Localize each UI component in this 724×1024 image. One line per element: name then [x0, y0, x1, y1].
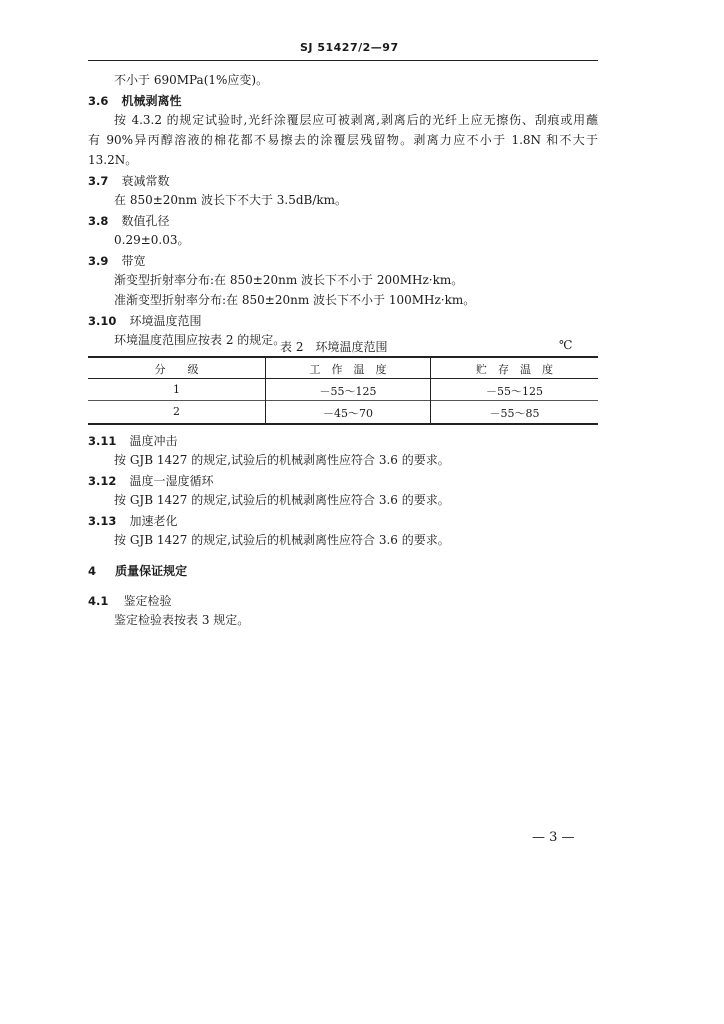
- table-bottom-rule: [88, 423, 598, 425]
- section-4-1-text: 鉴定检验表按表 3 规定。: [114, 613, 250, 627]
- table-header-grade: 分 级: [154, 363, 199, 376]
- section-3-7-heading: [88, 170, 169, 189]
- section-number: 3.6: [88, 94, 109, 108]
- section-4-heading: [88, 560, 187, 579]
- page-number: — 3 —: [532, 830, 575, 845]
- section-title: 温度一湿度循环: [129, 474, 214, 488]
- section-number: 4: [88, 564, 97, 578]
- table-cell: －55～85: [489, 407, 540, 420]
- section-3-11-text: 按 GJB 1427 的规定,试验后的机械剥离性应符合 3.6 的要求。: [114, 453, 450, 467]
- section-3-9-text-2: 准渐变型折射率分布:在 850±20nm 波长下不小于 100MHz·km。: [114, 293, 476, 307]
- header-rule: [88, 60, 598, 61]
- section-3-7-text: 在 850±20nm 波长下不大于 3.5dB/km。: [114, 193, 348, 207]
- section-title: 加速老化: [129, 514, 178, 528]
- section-3-6-line-3: 13.2N。: [88, 153, 138, 167]
- section-3-6-line-2: 有 90%异丙醇溶液的棉花都不易擦去的涂覆层残留物。剥离力应不小于 1.8N 和不大于: [88, 133, 598, 147]
- section-3-8-heading: [88, 210, 169, 229]
- table-cell: －55～125: [486, 385, 543, 398]
- section-number: 3.11: [88, 434, 117, 448]
- section-4-1-heading: [88, 590, 171, 609]
- section-3-9-heading: [88, 250, 145, 269]
- section-3-6-heading: [88, 90, 181, 109]
- section-title: 温度冲击: [129, 434, 178, 448]
- section-number: 3.12: [88, 474, 117, 488]
- section-number: 3.8: [88, 214, 109, 228]
- section-3-9-text-1: 渐变型折射率分布:在 850±20nm 波长下不小于 200MHz·km。: [114, 273, 464, 287]
- table-header-storage: 贮 存 温 度: [476, 363, 553, 376]
- section-3-10-heading: [88, 310, 201, 329]
- table-caption: 表 2 环境温度范围: [280, 340, 388, 354]
- section-number: 3.9: [88, 254, 109, 268]
- table-unit: ℃: [559, 338, 573, 352]
- table-cell: －45～70: [323, 407, 373, 420]
- table-cell: －55～125: [319, 385, 377, 398]
- section-3-12-text: 按 GJB 1427 的规定,试验后的机械剥离性应符合 3.6 的要求。: [114, 493, 450, 507]
- table-cell: 2: [173, 405, 180, 418]
- table-header-rule: [88, 378, 598, 379]
- section-number: 3.10: [88, 314, 117, 328]
- section-3-13-text: 按 GJB 1427 的规定,试验后的机械剥离性应符合 3.6 的要求。: [114, 533, 450, 547]
- table-top-rule: [88, 356, 598, 358]
- section-3-12-heading: [88, 470, 213, 489]
- section-number: 3.13: [88, 514, 117, 528]
- table-header-operating: 工 作 温 度: [309, 363, 387, 376]
- table-row-rule: [88, 400, 598, 401]
- section-title: 环境温度范围: [129, 314, 202, 328]
- section-3-10-text: 环境温度范围应按表 2 的规定。: [114, 333, 286, 347]
- section-title: 鉴定检验: [123, 594, 172, 608]
- paragraph-continuation: 不小于 690MPa(1%应变)。: [114, 73, 269, 87]
- section-title: 衰减常数: [121, 174, 170, 188]
- section-3-8-text: 0.29±0.03。: [114, 233, 190, 247]
- section-title: 带宽: [121, 254, 146, 268]
- section-3-6-line-1: 按 4.3.2 的规定试验时,光纤涂覆层应可被剥离,剥离后的光纤上应无擦伤、刮痕或用蘸: [114, 113, 598, 127]
- section-3-11-heading: [88, 430, 177, 449]
- section-title: 机械剥离性: [121, 94, 182, 108]
- standard-number: SJ 51427/2—97: [300, 41, 399, 54]
- section-3-13-heading: [88, 510, 177, 529]
- section-title: 数值孔径: [121, 214, 170, 228]
- section-number: 3.7: [88, 174, 109, 188]
- section-number: 4.1: [88, 594, 109, 608]
- table-cell: 1: [173, 383, 180, 396]
- section-title: 质量保证规定: [115, 564, 188, 578]
